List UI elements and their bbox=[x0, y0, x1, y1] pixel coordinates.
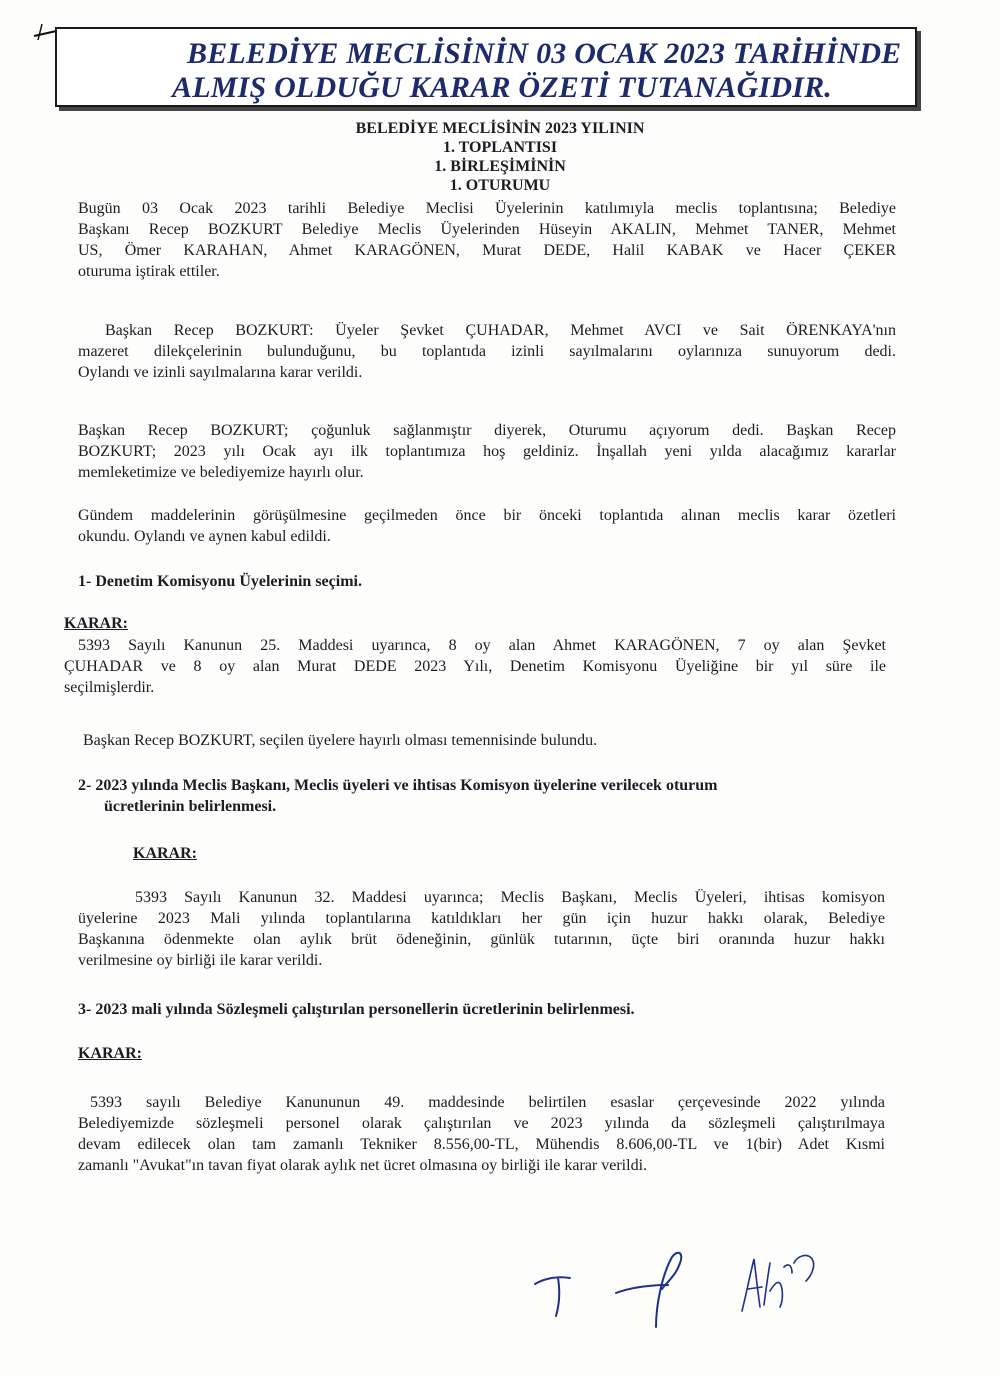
document-title-box bbox=[55, 27, 917, 107]
document-title-line-1: BELEDİYE MECLİSİNİN 03 OCAK 2023 TARİHİNDE bbox=[187, 37, 902, 70]
session-header-assembly: 1. BİRLEŞİMİNİN bbox=[434, 158, 566, 175]
session-header-sitting: 1. OTURUMU bbox=[449, 177, 551, 194]
decision-line: 5393 sayılı Belediye Kanununun 49. maddesinde belirtilen esaslar çerçevesinde 2022 yılında bbox=[90, 1094, 885, 1111]
decision-line: verilmesine oy birliği ile karar verildi. bbox=[78, 952, 323, 969]
decision-line: Belediyemizde sözleşmeli personel olarak çalıştırılan ve 2023 yılında da sözleşmeli çalıştırılmaya bbox=[78, 1115, 885, 1132]
opening-line: memleketimize ve belediyemize hayırlı olur. bbox=[78, 464, 364, 481]
session-header-year: BELEDİYE MECLİSİNİN 2023 YILININ bbox=[355, 120, 645, 137]
signature-3 bbox=[736, 1245, 826, 1325]
agenda-item-3-heading: 3- 2023 mali yılında Sözleşmeli çalıştırılan personellerin ücretlerinin belirlenmesi. bbox=[78, 1001, 635, 1018]
session-header-meeting: 1. TOPLANTISI bbox=[442, 139, 558, 156]
opening-paragraph bbox=[78, 420, 896, 483]
excuse-line: Başkan Recep BOZKURT: Üyeler Şevket ÇUHADAR, Mehmet AVCI ve Sait ÖRENKAYA'nın bbox=[105, 322, 896, 339]
agenda-item-2-decision-label: KARAR: bbox=[133, 845, 197, 862]
opening-line: BOZKURT; 2023 yılı Ocak ayı ilk toplantımıza hoş geldiniz. İnşallah yeni yılda alacağımız kararlar bbox=[78, 443, 896, 460]
excuse-line: mazeret dilekçelerinin bulunduğunu, bu toplantıda izinli sayılmalarını oylarınıza sunuyorum dedi. bbox=[78, 343, 896, 360]
agenda-item-1-decision bbox=[64, 635, 886, 698]
previous-minutes-paragraph bbox=[78, 505, 896, 547]
intro-paragraph bbox=[78, 198, 896, 282]
intro-line: US, Ömer KARAHAN, Ahmet KARAGÖNEN, Murat DEDE, Halil KABAK ve Hacer ÇEKER bbox=[78, 242, 896, 259]
decision-line: seçilmişlerdir. bbox=[64, 679, 155, 696]
opening-line: Başkan Recep BOZKURT; çoğunluk sağlanmıştır diyerek, Oturumu açıyorum dedi. Başkan Recep bbox=[78, 422, 896, 439]
decision-line: 5393 Sayılı Kanunun 32. Maddesi uyarınca; Meclis Başkanı, Meclis Üyeleri, ihtisas komisyon bbox=[135, 889, 885, 906]
signature-1 bbox=[530, 1262, 590, 1322]
intro-line: Başkanı Recep BOZKURT Belediye Meclis Üyelerinden Hüseyin AKALIN, Mehmet TANER, Mehmet bbox=[78, 221, 896, 238]
decision-line: zamanlı "Avukat"ın tavan fiyat olarak aylık net ücret olmasına oy birliği ile karar verildi. bbox=[78, 1157, 648, 1174]
agenda-item-3-decision bbox=[78, 1092, 885, 1176]
signature-2 bbox=[612, 1245, 702, 1335]
agenda-item-1-decision-label: KARAR: bbox=[64, 615, 128, 632]
intro-line: oturuma iştirak ettiler. bbox=[78, 263, 220, 280]
agenda-item-2-decision bbox=[78, 887, 885, 971]
decision-line: ÇUHADAR ve 8 oy alan Murat DEDE 2023 Yılı, Denetim Komisyonu Üyeliğine bir yıl süre ile bbox=[64, 658, 886, 675]
document-title-line-2: ALMIŞ OLDUĞU KARAR ÖZETİ TUTANAĞIDIR. bbox=[172, 71, 833, 104]
agenda-item-1-heading: 1- Denetim Komisyonu Üyelerinin seçimi. bbox=[78, 573, 362, 590]
intro-line: Bugün 03 Ocak 2023 tarihli Belediye Meclisi Üyelerinin katılımıyla meclis toplantısına; Belediye bbox=[78, 200, 896, 217]
excuse-line: Oylandı ve izinli sayılmalarına karar verildi. bbox=[78, 364, 363, 381]
previous-line: okundu. Oylandı ve aynen kabul edildi. bbox=[78, 528, 331, 545]
decision-line: Başkanına ödenmekte olan aylık brüt ödeneğinin, günlük tutarının, üçte biri oranında huzur hakkı bbox=[78, 931, 885, 948]
agenda-item-1-wish: Başkan Recep BOZKURT, seçilen üyelere hayırlı olması temennisinde bulundu. bbox=[83, 732, 598, 749]
excuse-paragraph bbox=[78, 320, 896, 383]
decision-line: 5393 Sayılı Kanunun 25. Maddesi uyarınca, 8 oy alan Ahmet KARAGÖNEN, 7 oy alan Şevket bbox=[78, 637, 886, 654]
agenda-item-2-heading-line-2: ücretlerinin belirlenmesi. bbox=[104, 798, 277, 815]
decision-line: devam edilecek olan tam zamanlı Tekniker 8.556,00-TL, Mühendis 8.606,00-TL ve 1(bir) Adet Kısmi bbox=[78, 1136, 885, 1153]
previous-line: Gündem maddelerinin görüşülmesine geçilmeden önce bir önceki toplantıda alınan meclis karar özetleri bbox=[78, 507, 896, 524]
agenda-item-3-decision-label: KARAR: bbox=[78, 1045, 142, 1062]
decision-line: üyelerine 2023 Mali yılında toplantılarına katıldıkları her gün için huzur hakkı olarak, Belediye bbox=[78, 910, 885, 927]
agenda-item-2-heading-line-1: 2- 2023 yılında Meclis Başkanı, Meclis üyeleri ve ihtisas Komisyon üyelerine verilecek oturum bbox=[78, 777, 718, 794]
